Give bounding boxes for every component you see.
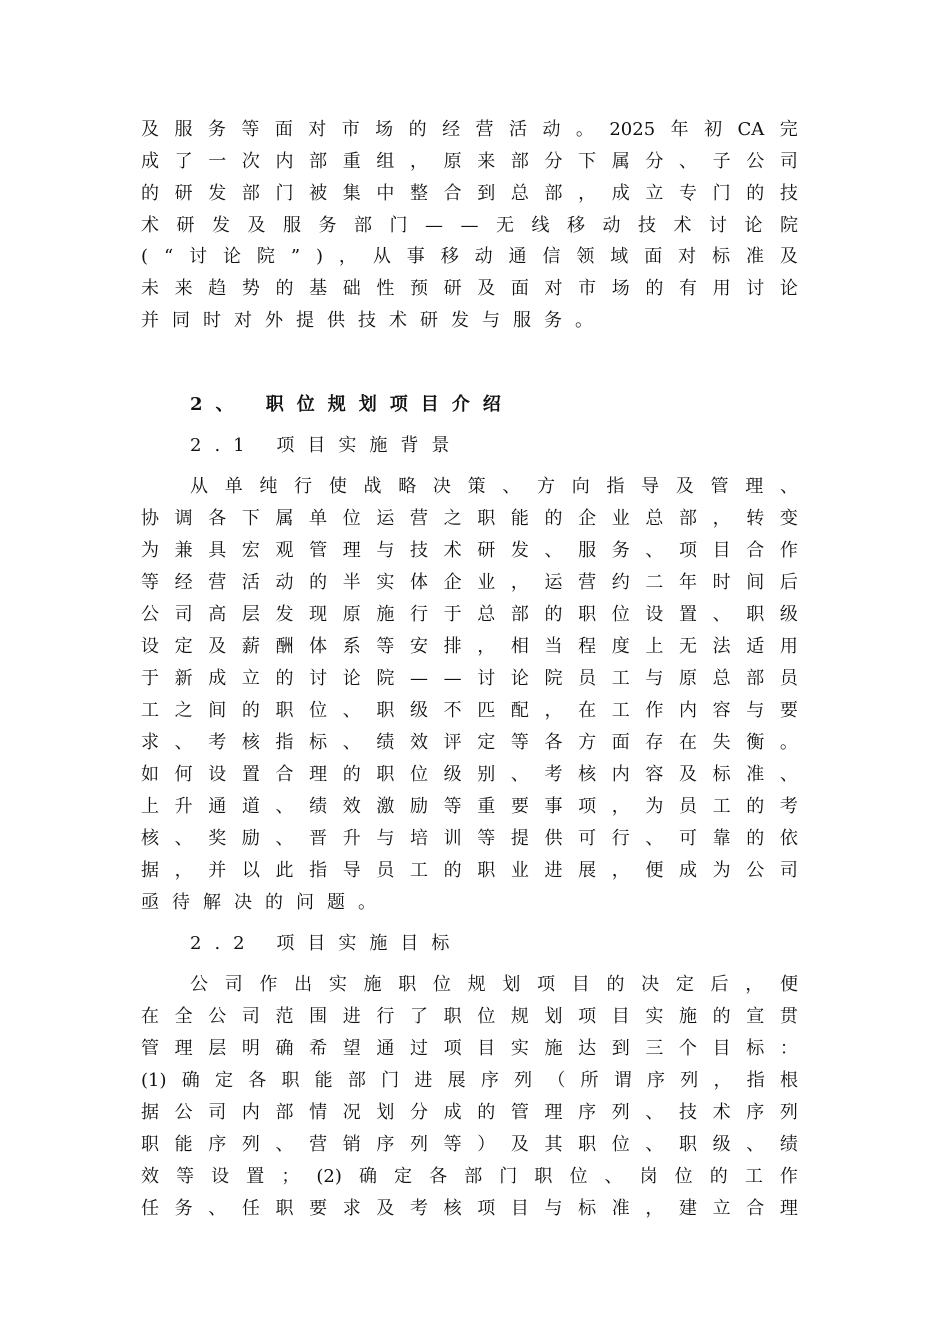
paragraph-line: 协 调 各 下 属 单 位 运 营 之 职 能 的 企 业 总 部 ， 转 变 (141, 508, 798, 529)
paragraph-line: 未 来 趋 势 的 基 础 性 预 研 及 面 对 市 场 的 有 用 讨 论 (141, 278, 798, 299)
subsection-title: 2.2 项目实施目标 (190, 933, 463, 954)
paragraph-line: 管 理 层 明 确 希 望 通 过 项 目 实 施 达 到 三 个 目 标 ： (141, 1038, 798, 1059)
paragraph-line: 效 等 设 置 ； (2) 确 定 各 部 门 职 位 、 岗 位 的 工 作 (141, 1166, 798, 1187)
paragraph-line: 如 何 设 置 合 理 的 职 位 级 别 、 考 核 内 容 及 标 准 、 (141, 764, 798, 785)
paragraph-line: 据 公 司 内 部 情 况 划 分 成 的 管 理 序 列 、 技 术 序 列 (141, 1102, 798, 1123)
paragraph-line: 工 之 间 的 职 位 、 职 级 不 匹 配 ， 在 工 作 内 容 与 要 (141, 700, 798, 721)
paragraph-line: 据 ， 并 以 此 指 导 员 工 的 职 业 进 展 ， 便 成 为 公 司 (141, 860, 798, 881)
paragraph-line: 公 司 高 层 发 现 原 施 行 于 总 部 的 职 位 设 置 、 职 级 (141, 604, 798, 625)
paragraph-line: 及 服 务 等 面 对 市 场 的 经 营 活 动 。 2025 年 初 CA 完 (141, 119, 798, 140)
paragraph-line: 在 全 公 司 范 围 进 行 了 职 位 规 划 项 目 实 施 的 宣 贯 (141, 1006, 798, 1027)
paragraph-line: 术 研 发 及 服 务 部 门 — — 无 线 移 动 技 术 讨 论 院 (141, 215, 798, 236)
paragraph-line: 为 兼 具 宏 观 管 理 与 技 术 研 发 、 服 务 、 项 目 合 作 (141, 540, 798, 561)
paragraph-line: 核 、 奖 励 、 晋 升 与 培 训 等 提 供 可 行 、 可 靠 的 依 (141, 828, 798, 849)
paragraph-line: 的 研 发 部 门 被 集 中 整 合 到 总 部 ， 成 立 专 门 的 技 (141, 183, 798, 204)
paragraph-line: 职 能 序 列 、 营 销 序 列 等 ） 及 其 职 位 、 职 级 、 绩 (141, 1134, 798, 1155)
section-heading: 2、 职位规划项目介绍 (190, 394, 514, 415)
paragraph-line: 上 升 通 道 、 绩 效 激 励 等 重 要 事 项 ， 为 员 工 的 考 (141, 796, 798, 817)
paragraph-line: 等 经 营 活 动 的 半 实 体 企 业 ， 运 营 约 二 年 时 间 后 (141, 572, 798, 593)
paragraph-line: 从 单 纯 行 使 战 略 决 策 、 方 向 指 导 及 管 理 、 (190, 476, 798, 497)
paragraph-line: ( “ 讨 论 院 ” ) ， 从 事 移 动 通 信 领 域 面 对 标 准 及 (141, 246, 798, 267)
paragraph-line: 并 同 时 对 外 提 供 技 术 研 发 与 服 务 。 (141, 310, 593, 331)
paragraph-line: 成 了 一 次 内 部 重 组 ， 原 来 部 分 下 属 分 、 子 公 司 (141, 151, 798, 172)
paragraph-line: 亟 待 解 决 的 问 题 。 (141, 892, 376, 913)
subsection-title: 2.1 项目实施背景 (190, 435, 463, 456)
paragraph-line: 任 务 、 任 职 要 求 及 考 核 项 目 与 标 准 ， 建 立 合 理 (141, 1198, 798, 1219)
paragraph-line: 于 新 成 立 的 讨 论 院 — — 讨 论 院 员 工 与 原 总 部 员 (141, 668, 798, 689)
paragraph-line: (1) 确 定 各 职 能 部 门 进 展 序 列 （ 所 谓 序 列 ， 指 根 (141, 1070, 798, 1091)
paragraph-line: 设 定 及 薪 酬 体 系 等 安 排 ， 相 当 程 度 上 无 法 适 用 (141, 636, 798, 657)
paragraph-line: 求 、 考 核 指 标 、 绩 效 评 定 等 各 方 面 存 在 失 衡 。 (141, 732, 798, 753)
paragraph-line: 公 司 作 出 实 施 职 位 规 划 项 目 的 决 定 后 ， 便 (190, 974, 798, 995)
